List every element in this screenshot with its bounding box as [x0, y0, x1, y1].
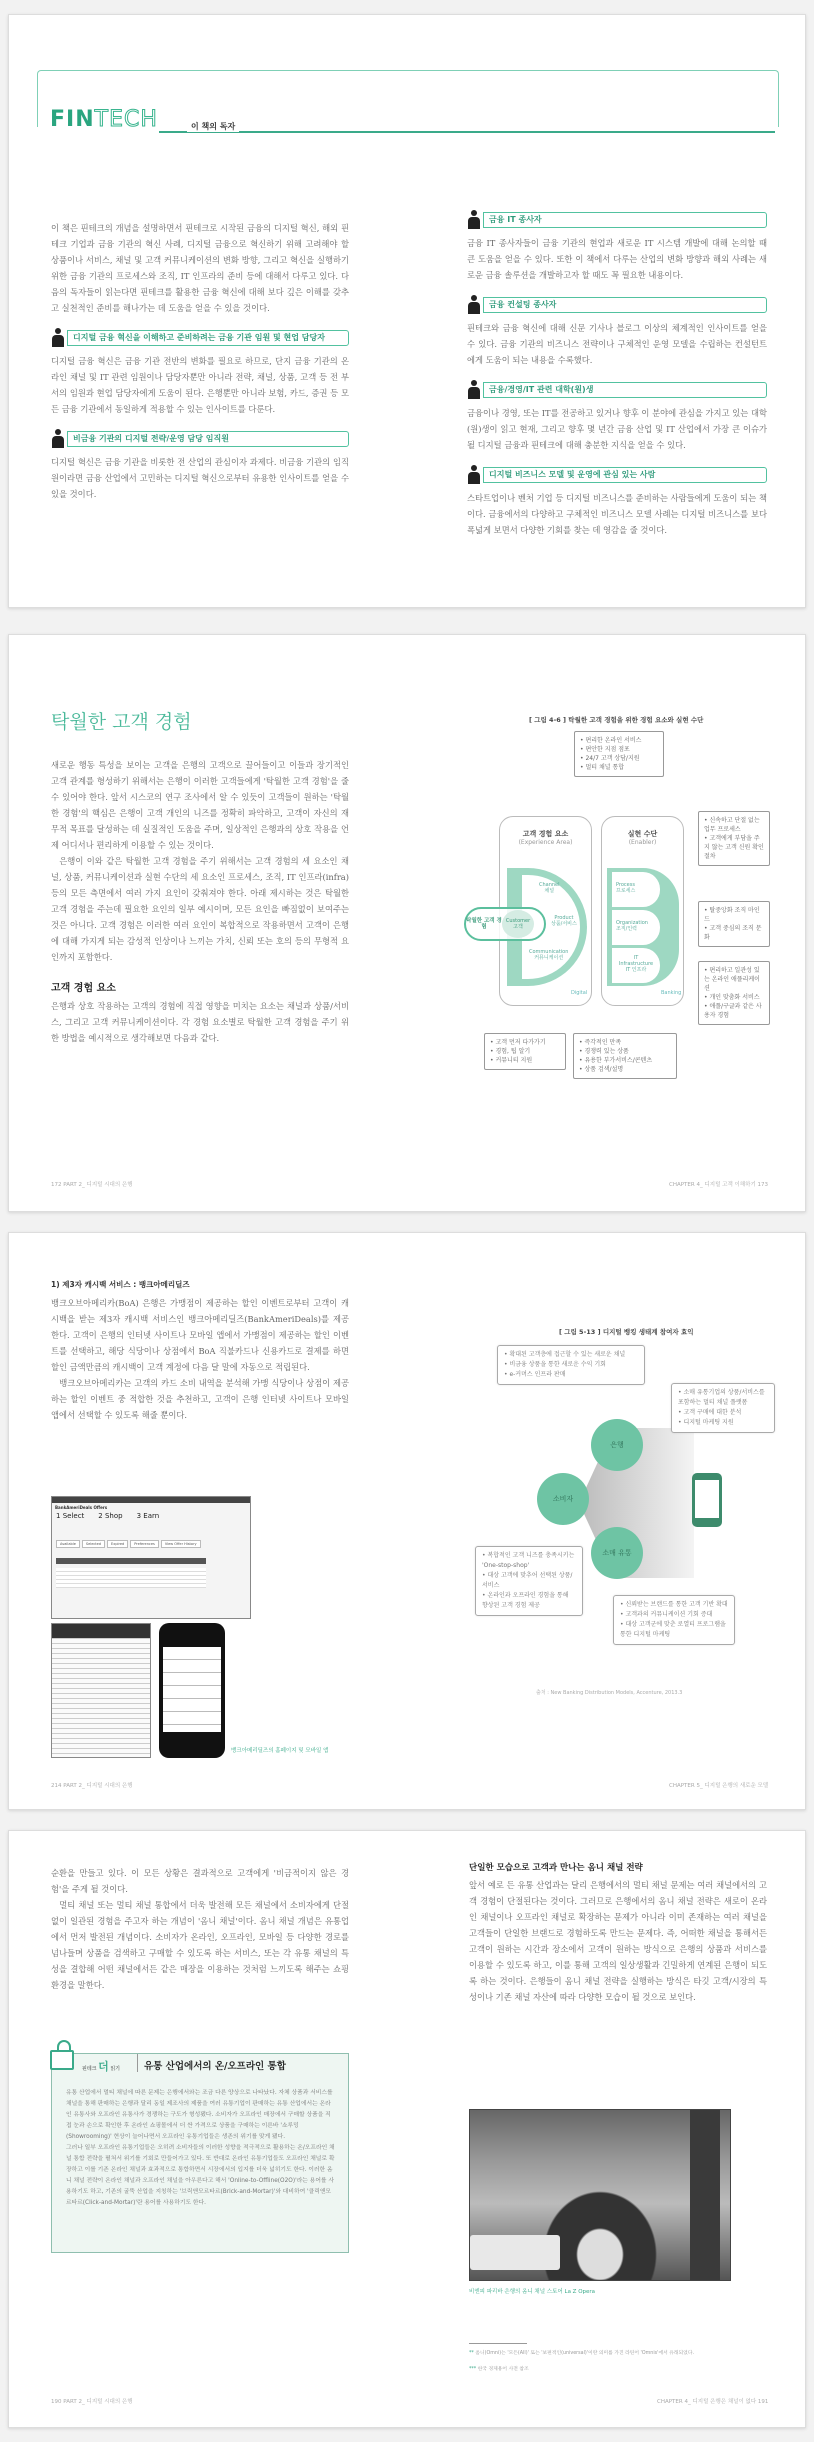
screenshot-tabs [52, 1540, 250, 1548]
paragraph: 유통 산업에서 멀티 채널에 따른 문제는 은행에서와는 조금 다른 양상으로 나타났다. 자체 상품과 서비스를 채널을 통해 판매하는 은행과 달리 동일 제조사의 제품을 여러 유통기업이 판매하는 유통 산업에서는 온라인 유통사와 오프라인 유통사가 경쟁하는 구도가 형성됐다. 소비자가 오프라인 매장에서 구매할 상품을 직접 눈과 손으로 확인한 후 온라인 쇼핑몰에서 더 싼 가격으로 상품을 구매하는 이른바 '쇼루밍(Showrooming)' 현상이 늘어나면서 오프라인 유통기업들은 생존의 위기를 맞게 됐다. [66, 2090, 333, 2140]
screenshot-brand: BankAmeriDeals Offers [55, 1505, 108, 1510]
person-icon [51, 328, 65, 348]
paragraph: 멀티 채널 또는 멀티 채널 통합에서 더욱 발전해 모든 채널에서 소비자에게 단절 없이 일관된 경험을 주고자 하는 개념이 '옴니 채널'이다. 옴니 채널 개념은 유통업에서 먼저 발전된 개념이다. 소비자가 온라인, 오프라인, 모바일 등 다양한 경로를 넘나들며 상품을 검색하고 구매할 수 있도록 하는 서비스, 또는 각 유통 채널의 특성을 결합해 어떤 채널에서든 같은 매장을 이용하는 것처럼 느끼도록 해주는 쇼핑 환경을 말한다. [51, 1900, 349, 1990]
list-item: • 24/7 고객 상담/지원 [580, 754, 658, 763]
reader-body: 금융이나 경영, 또는 IT를 전공하고 있거나 향후 이 분야에 관심을 가지고 있는 대학(원)생이 읽고 현재, 그리고 향후 몇 년간 금융 산업 및 IT 산업에서 가장 큰 이슈가 될 디지털 금융과 핀테크에 대해 충분한 지식을 얻을 수 있다. [467, 408, 767, 450]
smartphone-icon [692, 1473, 722, 1527]
reader-body: 금융 IT 종사자들이 금융 기관의 현업과 새로운 IT 시스템 개발에 대해 논의할 때 큰 도움을 얻을 수 있다. 또한 이 책에서 다루는 산업의 변화 방향과 해외 사례는 새로운 금융 솔루션을 개발하고자 할 때도 꼭 필요한 내용이다. [467, 238, 767, 280]
sub-paragraph: 은행과 상호 작용하는 고객의 경험에 직접 영향을 미치는 요소는 채널과 상품/서비스, 그리고 고객 커뮤니케이션이다. 각 경험 요소별로 탁월한 고객 경험을 주기 위한 방법을 예시적으로 생각해보면 다음과 같다. [51, 1001, 349, 1043]
page-footer-right: CHAPTER 4_ 디지털 은행은 채널이 없다 191 [657, 2399, 769, 2405]
reader-heading [51, 328, 349, 348]
label-ko: 채널 [544, 888, 555, 894]
step-label: Shop [104, 1512, 123, 1520]
page-readers [8, 14, 806, 608]
list-item: • 고객에게 부담을 주지 않는 고객 신원 확인 절차 [704, 834, 764, 861]
page-cashback [8, 1232, 806, 1810]
paragraph: 뱅크오브아메리카(BoA) 은행은 가맹점이 제공하는 할인 이벤트로부터 고객이 캐시백을 받는 제3자 캐시백 서비스인 뱅크아메리딜즈(BankAmeriDeals)를 제공한다. 고객이 은행의 인터넷 사이트나 모바일 앱에서 가맹점이 제공하는 할인 이벤트를 선택하고, 해당 식당이나 상점에서 BoA 직불카드나 신용카드로 결제를 하면 할인 금액만큼의 캐시백이 고객 계정에 다음 달 말에 자동으로 적립된다. [51, 1298, 349, 1372]
panel-title: 고객 경험 요소 [522, 830, 569, 838]
figure-source: 출처 : New Banking Distribution Models, Accenture, 2013.3 [536, 1690, 683, 1696]
person-icon [467, 380, 481, 400]
list-item: • 소매 유통기업의 상품/서비스를 포함하는 멀티 채널 플랫폼 [678, 1388, 768, 1408]
step-label: Select [62, 1512, 85, 1520]
list-item: • 신속하고 단절 없는 업무 프로세스 [704, 816, 764, 834]
reader-title: 금융 컨설팅 종사자 [483, 297, 767, 313]
consumer-benefits [475, 1546, 583, 1616]
retail-node: 소매 유통 [591, 1527, 643, 1579]
section-title: 이 책의 독자 [187, 121, 239, 132]
figure-caption: [ 그림 4-6 ] 탁월한 고객 경험을 위한 경험 요소와 실현 수단 [529, 716, 704, 724]
fintech-logo [47, 107, 161, 132]
reader-heading [51, 429, 349, 449]
list-item: • 개인 맞춤화 서비스 [704, 993, 764, 1002]
label-en: Organization [616, 920, 648, 926]
photo-caption: 비엔피 파리바 은행의 옴니 채널 스토어 La Z Opera [469, 2289, 596, 2295]
badge-text: 읽기 [110, 2066, 120, 2072]
label-en: Customer [505, 918, 531, 924]
label-ko: 커뮤니케이션 [534, 955, 564, 961]
body-text [51, 757, 349, 965]
customer-pill [464, 907, 546, 941]
list-item: • 멀티 채널 통합 [580, 763, 658, 772]
page-title: 탁월한 고객 경험 [51, 711, 192, 733]
paragraph: 은행이 이와 같은 탁월한 고객 경험을 주기 위해서는 고객 경험의 세 요소인 채널, 상품, 커뮤니케이션과 실현 수단의 세 요소인 프로세스, 조직, IT 인프라(infra) 등의 모든 측면에서 여러 가지 요인이 갖춰져야 한다. 아래 제시하는 것은 탁월한 고객 경험을 주는데 필요한 요인의 일부 예시이며, 모든 요인을 빠짐없이 보여주는 것은 아니다. 고객 경험은 이러한 여러 요인이 복합적으로 작용하면서 고객이 은행에 대해 가지게 되는 감성적 인상이나 느끼는 가치, 신뢰 또는 호의 등의 무형적 요인까지 포함한다. [51, 856, 349, 962]
product-box [573, 1033, 677, 1079]
label-ko: 고객 [513, 924, 523, 930]
list-item: • 온라인과 오프라인 경험을 통해 향상된 고객 경험 제공 [482, 1591, 576, 1611]
figure-caption: [ 그림 5-13 ] 디지털 뱅킹 생태계 참여자 효익 [559, 1328, 694, 1336]
reader-heading [467, 380, 767, 400]
footnote-mark: ** [469, 2351, 474, 2356]
list-item: • 상품 검색/설명 [579, 1065, 671, 1074]
badge-big: 더 [98, 2060, 109, 2073]
list-item: • 고객 구매에 대한 분석 [678, 1408, 768, 1418]
list-item: • e-커머스 인프라 판매 [504, 1370, 638, 1380]
reader-title: 금융/경영/IT 관련 대학(원)생 [483, 382, 767, 398]
left-column [51, 220, 349, 502]
divider [137, 2054, 138, 2072]
reader-heading [467, 295, 767, 315]
phone-screenshot [159, 1623, 225, 1758]
footnote [469, 2349, 789, 2356]
reader-title: 디지털 금융 혁신을 이해하고 준비하려는 금융 기관 임원 및 현업 담당자 [67, 330, 349, 346]
list-item: • 대상 고객에 맞추어 선택된 상품/서비스 [482, 1571, 576, 1591]
page-footer-right: CHAPTER 5_ 디지털 은행의 새로운 모델 [669, 1783, 769, 1789]
right-paragraph: 앞서 예로 든 유통 산업과는 달리 은행에서의 멀티 채널 문제는 여러 채널에서의 고객 경험이 단절된다는 것이다. 그러므로 은행에서의 옴니 채널 전략은 새로이 온라인 채널이나 오프라인 채널로 확장하는 문제가 아니라 이미 존재하는 여러 채널을 고객들이 단일한 브랜드로 경험하도록 만드는 문제다. 즉, 어떠한 채널을 통해서든 고객이 원하는 시간과 장소에서 고객이 원하는 방식으로 은행의 상품과 서비스를 이용할 수 있도록 하고, 이를 통해 고객의 일상생활과 긴밀하게 연계된 은행이 되도록 하는 것이다. 은행들이 옴니 채널 전략을 실행하는 방식은 타깃 고객/시장의 특성이나 기존 채널 자산에 따라 다양한 모습이 될 것으로 보인다. [469, 1880, 767, 2002]
bank-benefits [497, 1345, 645, 1385]
logo-fin: FIN [50, 107, 95, 132]
panel-subtitle: (Experience Area) [518, 839, 573, 846]
list-item: • 즉각적인 만족 [579, 1038, 671, 1047]
reader-body: 디지털 금융 혁신은 금융 기관 전반의 변화를 필요로 하므로, 단지 금융 기관의 온라인 채널 및 IT 관련 임원이나 담당자뿐만 아니라 전략, 채널, 상품, 고객 등 전 부서의 임원과 현업 담당자에게 도움이 된다. 은행뿐만 아니라 보험, 카드, 증권 등 모든 금융 기관에서 동일하게 적용할 수 있는 인사이트를 다룬다. [51, 356, 349, 414]
panel-subtitle: (Enabler) [628, 839, 657, 846]
list-item: • 대상 고객군에 맞춘 로열티 프로그램을 통한 디지털 마케팅 [620, 1620, 728, 1640]
list-item: • 경험, 팁 알기 [490, 1047, 560, 1056]
page-omni-channel [8, 1830, 806, 2428]
process-block [612, 872, 660, 907]
subheading: 고객 경험 요소 [51, 983, 116, 994]
label-ko: 조직/인력 [616, 926, 638, 932]
list-item: • 탈중앙화 조직 마인드 [704, 906, 764, 924]
list-item: • 신뢰받는 브랜드를 통한 고객 기반 확대 [620, 1600, 728, 1610]
list-item: • 고객 먼저 다가가기 [490, 1038, 560, 1047]
paragraph: 새로운 행동 특성을 보이는 고객을 은행의 고객으로 끌어들이고 이들과 장기적인 고객 관계를 형성하기 위해서는 은행이 이러한 고객들에게 '탁월한 고객 경험'을 줄 수 있어야 한다. 앞서 시스코의 연구 조사에서 알 수 있듯이 고객들이 원하는 '탁월한 경험'의 핵심은 은행이 고객 개인의 니즈를 정확히 파악하고, 고객이 자신의 재무적 목표를 달성하는 데 실질적인 도움을 주며, 일상적인 은행과의 상호 작용을 언제 어디서나 편리하게 이용할 수 있는 것이다. [51, 760, 349, 850]
paragraph: 순환을 만들고 있다. 이 모든 상황은 결과적으로 고객에게 '비금적이지 않은 경험'을 주게 될 것이다. [51, 1868, 349, 1894]
reader-body: 디지털 혁신은 금융 기관을 비롯한 전 산업의 관심이자 과제다. 비금융 기관의 임직원이라면 금융 산업에서 고민하는 디지털 혁신으로부터 유용한 인사이트를 얻을 수 있을 것이다. [51, 457, 349, 499]
panel-title: 실현 수단 [627, 830, 658, 838]
reader-heading [467, 210, 767, 230]
list-item: • 애플/구글과 같은 사용자 경험 [704, 1002, 764, 1020]
list-item: • 확대된 고객층에 접근할 수 있는 새로운 채널 [504, 1350, 638, 1360]
tab: View Offer History [161, 1540, 201, 1548]
tab: Selected [82, 1540, 105, 1548]
desktop-screenshot [51, 1623, 151, 1758]
center-label: 탁월한 고객 경험 [466, 918, 502, 930]
right-column [467, 210, 767, 538]
it-box [698, 961, 770, 1025]
read-more-box [51, 2053, 349, 2253]
digital-label: Digital [571, 990, 588, 996]
badge-text: 핀테크 [82, 2066, 97, 2072]
person-icon [467, 295, 481, 315]
label-sub: Infrastructure [618, 961, 654, 967]
section-label: 1) 제3자 캐시백 서비스 : 뱅크아메리딜즈 [51, 1280, 190, 1289]
sidebar-title: 유통 산업에서의 온/오프라인 통합 [144, 2061, 286, 2072]
list-item: • 디지털 마케팅 지원 [678, 1418, 768, 1428]
label-ko: 상품/서비스 [551, 921, 577, 927]
right-heading: 단일한 모습으로 고객과 만나는 옴니 채널 전략 [469, 1863, 643, 1873]
header-underline [159, 131, 775, 133]
store-photo [469, 2109, 731, 2281]
consumer-node: 소비자 [537, 1473, 589, 1525]
banking-label: Banking [661, 990, 682, 996]
website-screenshot [51, 1496, 251, 1619]
footnote-mark: *** [469, 2367, 477, 2372]
channel-box [574, 731, 664, 777]
screenshot-steps [52, 1512, 250, 1520]
person-icon [467, 210, 481, 230]
label-en: IT [633, 955, 639, 961]
logo-tech: TECH [94, 107, 158, 132]
read-more-badge [82, 2058, 120, 2074]
step: 2 Shop [98, 1512, 123, 1520]
page-customer-experience [8, 634, 806, 1212]
person-icon [51, 429, 65, 449]
footnote-text: 옴니(Omni)는 '모든(All)' 또는 '보편적인(universal)'이란 의미를 가진 라틴어 'Omnis'에서 유래되었다. [475, 2351, 694, 2356]
label-en: Process [616, 882, 635, 888]
page-footer: 190 PART 2_ 디지털 시대의 은행 [51, 2399, 133, 2405]
list-item: • 복합적인 고객 니즈를 충족시키는 'One-stop-shop' [482, 1551, 576, 1571]
list-item: • 편리하고 일관성 있는 온라인 애플리케이션 [704, 966, 764, 993]
page-footer-right: CHAPTER 4_ 디지털 고객 이해하기 173 [669, 1182, 769, 1188]
intro-paragraph: 이 책은 핀테크의 개념을 설명하면서 핀테크로 시작된 금융의 디지털 혁신, 해외 핀테크 기업과 금융 기관의 혁신 사례, 디지털 금융으로 혁신하기 위해 고려해야 할 상품이나 서비스, 채널 및 고객 커뮤니케이션의 변화 방향, 그리고 혁신을 실행하기 위한 금융 기관의 프로세스와 조직, IT 인프라의 준비 등에 대해서 다루고 있다. 다음의 독자들이 읽는다면 핀테크를 활용한 금융 혁신에 대해 보다 깊은 이해를 갖추고 실천적인 준비를 해나가는 데 도움을 얻을 수 있을 것이다. [51, 223, 349, 313]
label-ko: IT 인프라 [625, 967, 647, 973]
list-item: • 편리한 온라인 서비스 [580, 736, 658, 745]
reader-title: 비금융 기관의 디지털 전략/운영 담당 임직원 [67, 431, 349, 447]
reader-title: 디지털 비즈니스 모델 및 운영에 관심 있는 사람 [483, 467, 767, 483]
tab: Expired [107, 1540, 128, 1548]
page-footer: 214 PART 2_ 디지털 시대의 은행 [51, 1783, 133, 1789]
process-box [698, 811, 770, 866]
platform-benefits [671, 1383, 775, 1433]
body-column [51, 757, 349, 1046]
bank-node: 은행 [591, 1419, 643, 1471]
retail-benefits [613, 1595, 735, 1645]
page-footer: 172 PART 2_ 디지털 시대의 은행 [51, 1182, 133, 1188]
product-label [551, 915, 577, 927]
reader-heading [467, 465, 767, 485]
footnote-rule [469, 2343, 527, 2344]
organization-block [612, 910, 660, 945]
list-item: • 유용한 부가서비스/콘텐츠 [579, 1056, 671, 1065]
step: 3 Earn [136, 1512, 160, 1520]
list-item: • 비금융 상품을 통한 새로운 수익 기회 [504, 1360, 638, 1370]
step: 1 Select [56, 1512, 85, 1520]
organization-box [698, 901, 770, 947]
paragraph: 그러나 일부 오프라인 유통기업들은 오히려 소비자들의 이러한 성향을 적극적으로 활용하는 온/오프라인 채널 통합 전략을 펼쳐서 위기를 기회로 만들어가고 있다. 또 반대로 온라인 유통기업들도 오프라인 채널로 확장하고 이를 기존 온라인 채널과 효과적으로 통합하면서 시장에서의 입지를 더욱 넓히기도 한다. 이러한 옴니 채널 전략이 온라인 채널과 오프라인 채널을 아우른다고 해서 'Online-to-Offline(O2O)'라는 용어를 사용하기도 하고, 기존의 굴뚝 산업을 지칭하는 '브릭앤모르타르(Brick-and-Mortar)'와 대비하여 '클릭앤모르타르(Click-and-Mortar)'란 용어를 사용하기도 한다. [66, 2145, 335, 2206]
label-en: Channel [539, 882, 560, 888]
customer-circle [502, 910, 534, 938]
step-label: Earn [143, 1512, 160, 1520]
reader-title: 금융 IT 종사자 [483, 212, 767, 228]
list-item: • 고객과의 커뮤니케이션 기회 증대 [620, 1610, 728, 1620]
list-item: • 경쟁력 있는 상품 [579, 1047, 671, 1056]
body-text [51, 1295, 349, 1423]
lock-icon [50, 2040, 76, 2066]
image-caption: 뱅크아메리딜즈의 홈페이지 및 모바일 앱 [231, 1748, 329, 1754]
footnote [469, 2365, 529, 2372]
reader-body: 핀테크와 금융 혁신에 대해 신문 기사나 블로그 이상의 체계적인 인사이트를 얻을 수 있다. 금융 기관의 비즈니스 전략이나 구체적인 운영 모델을 수립하는 컨설턴트에게 도움이 되는 내용을 수록했다. [467, 323, 767, 365]
person-icon [467, 465, 481, 485]
communication-label [529, 949, 568, 961]
list-item: • 편안한 지점 점포 [580, 745, 658, 754]
tab: Preferences [130, 1540, 159, 1548]
list-item: • 고객 중심의 조직 문화 [704, 924, 764, 942]
label-en: Communication [529, 949, 569, 955]
paragraph: 뱅크오브아메리카는 고객의 카드 소비 내역을 분석해 가맹 식당이나 상점이 제공하는 할인 이벤트 중 적합한 것을 추천하고, 고객이 은행 인터넷 사이트나 모바일 앱에서 선택할 수 있도록 해줄 뿐이다. [51, 1378, 349, 1420]
it-block [612, 948, 660, 983]
list-item: • 커뮤니티 지원 [490, 1056, 560, 1065]
communication-box [484, 1033, 566, 1070]
sidebar-body [66, 2088, 336, 2209]
label-ko: 프로세스 [616, 888, 636, 894]
tab: Available [56, 1540, 80, 1548]
channel-label [539, 882, 560, 894]
reader-body: 스타트업이나 벤처 기업 등 디지털 비즈니스를 준비하는 사람들에게 도움이 되는 책이다. 금융에서의 다양하고 구체적인 비즈니스 모델 사례는 디지털 비즈니스를 보다 폭넓게 보면서 다양한 기회를 찾는 데 영감을 줄 것이다. [467, 493, 767, 535]
footnote-text: 한국 경제용어 사전 참조 [477, 2367, 529, 2372]
label-en: Product [554, 915, 574, 921]
body-text [51, 1865, 349, 1993]
